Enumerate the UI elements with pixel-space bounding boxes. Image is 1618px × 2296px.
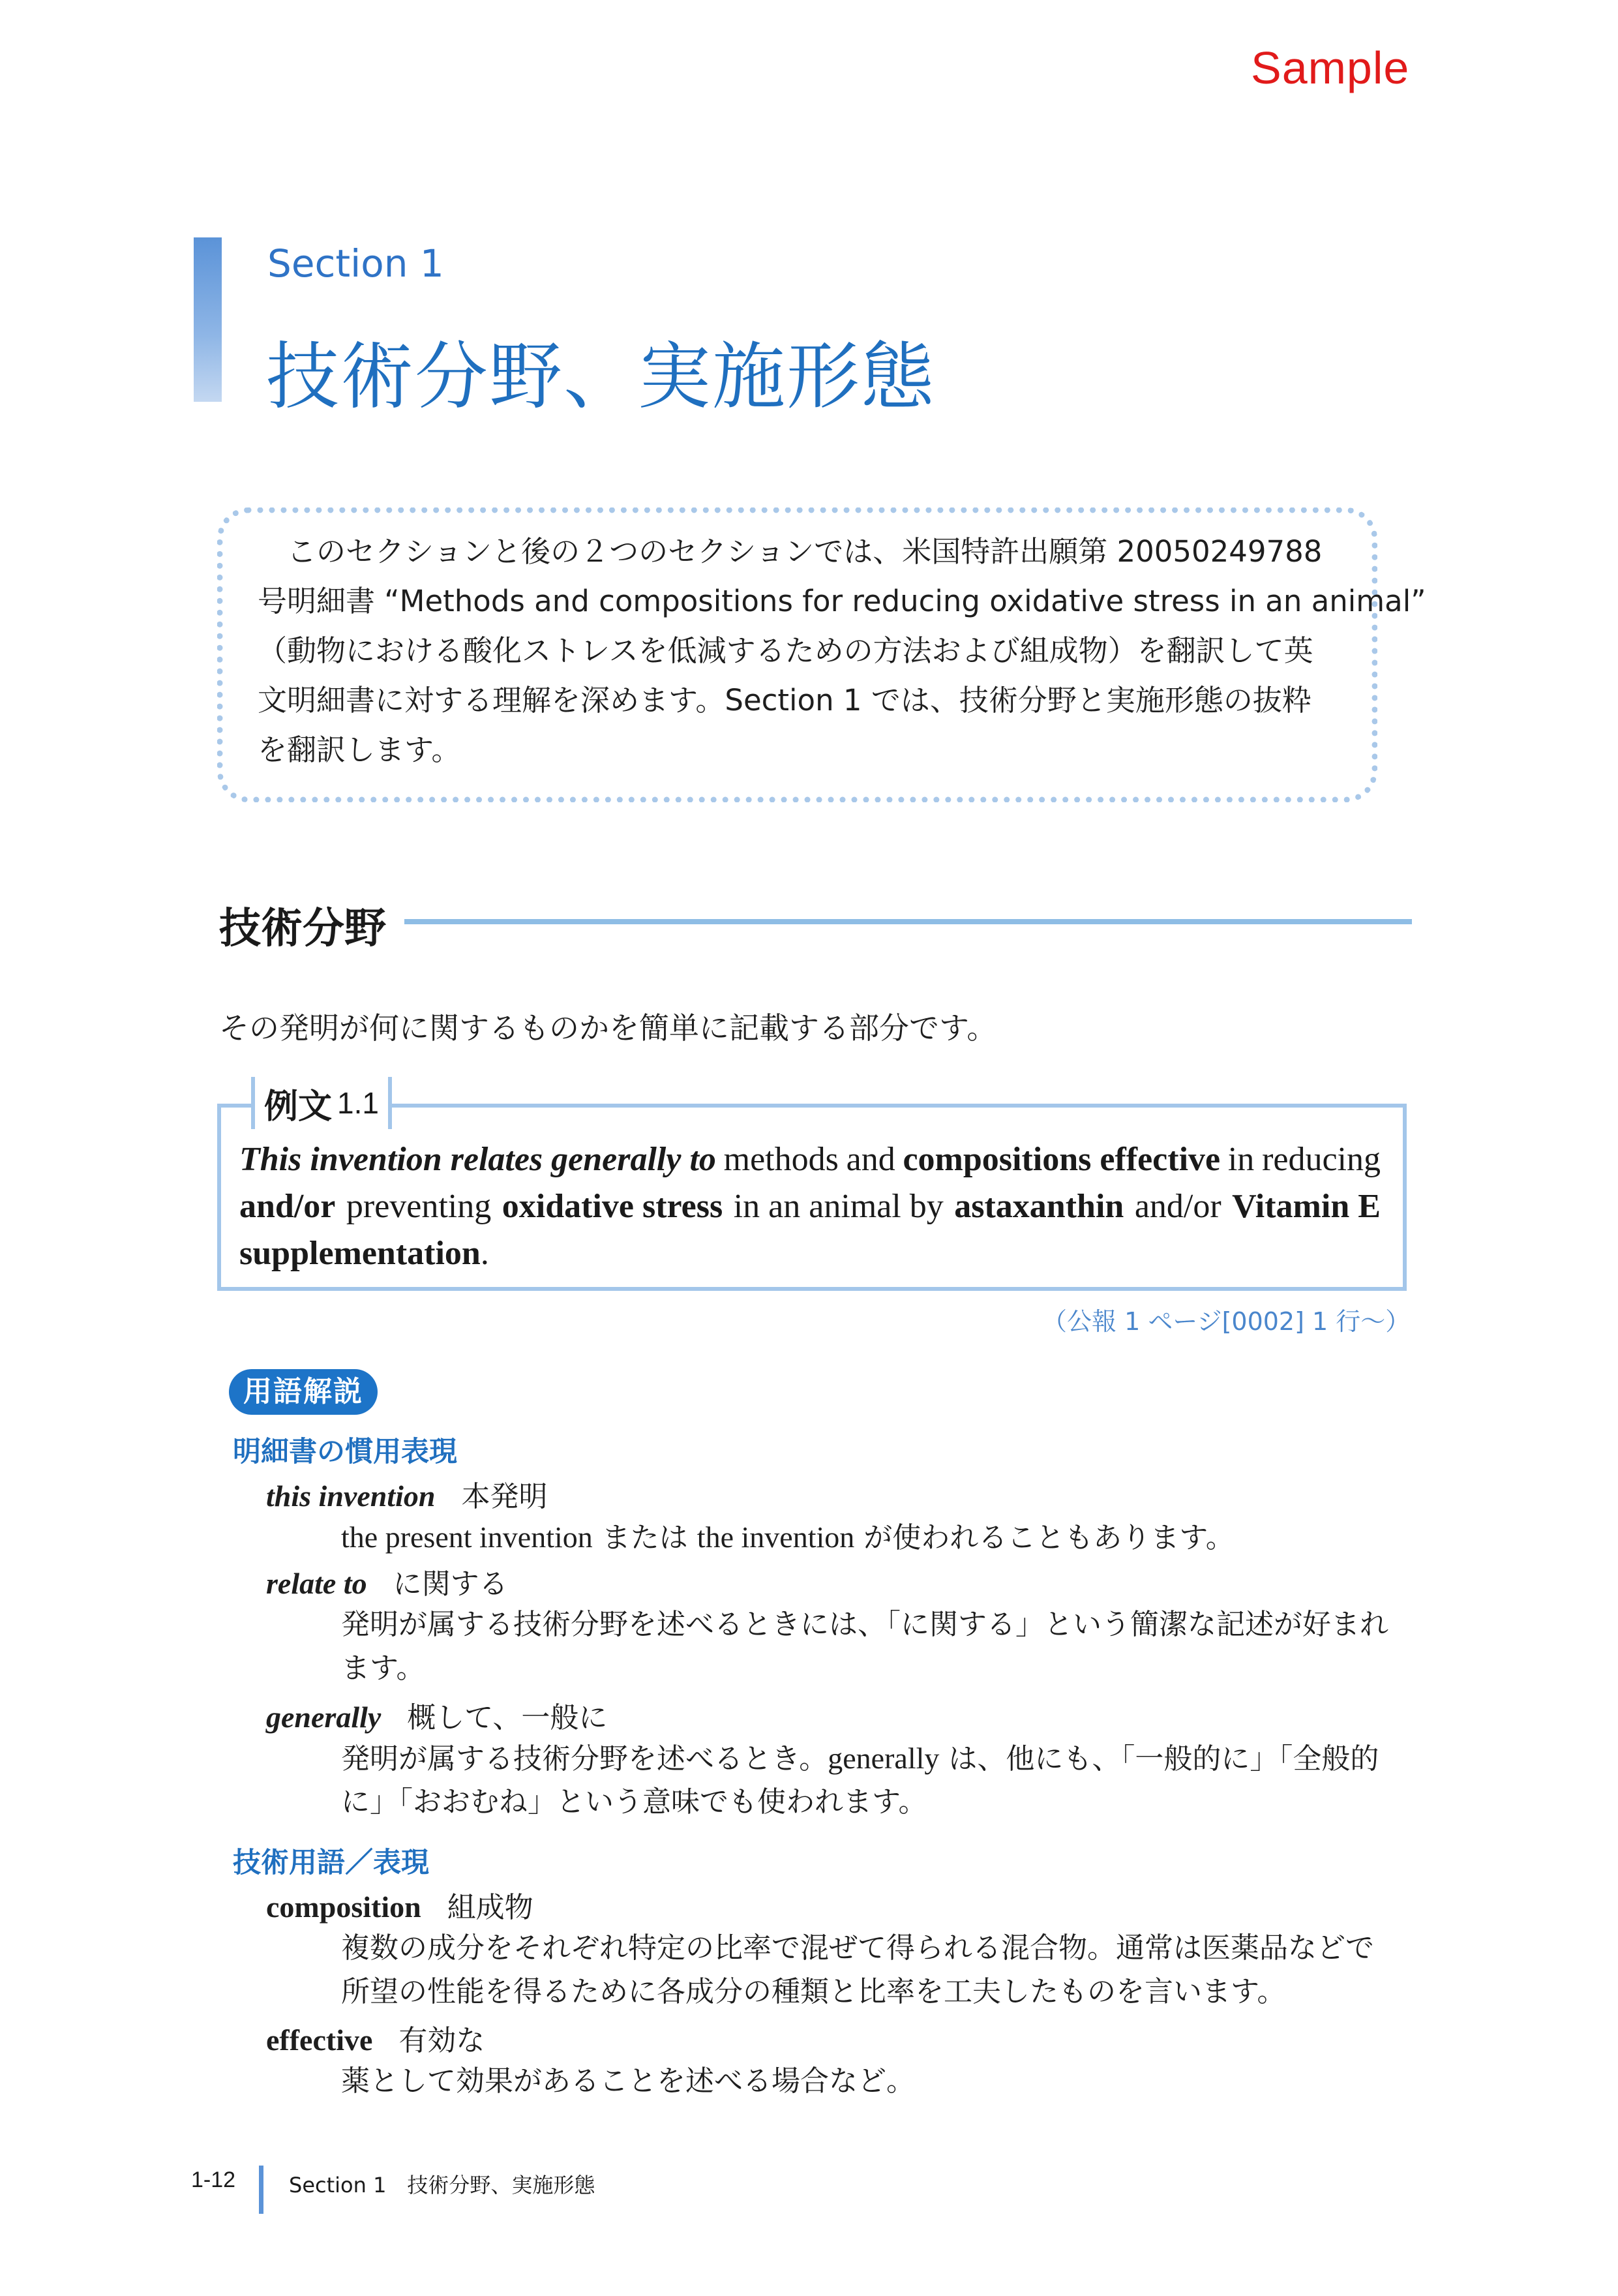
description-line: 発明が属する技術分野を述べるときには、「に関する」という簡潔な記述が好まれ [341, 1608, 1388, 1641]
example-phrase: and/or [239, 1188, 336, 1225]
desc-text: が使われることもあります。 [863, 1521, 1235, 1554]
example-word: and/or [1134, 1188, 1221, 1225]
term-english: composition [266, 1890, 421, 1924]
idioms-heading: 明細書の慣用表現 [233, 1436, 457, 1468]
description-line [341, 1515, 1430, 1559]
intro-line: を翻訳します。 [258, 733, 461, 767]
term-meaning: に関する [393, 1567, 508, 1601]
desc-text: 発明が属する技術分野を述べるとき。 [341, 1742, 828, 1775]
description-line: に」「おおむね」という意味でも使われます。 [341, 1785, 927, 1819]
desc-text: または [601, 1521, 688, 1554]
example-label [251, 1077, 392, 1129]
example-word: in [1227, 1141, 1255, 1178]
example-word: . [480, 1235, 489, 1272]
sample-watermark: Sample [1251, 42, 1410, 93]
description-line: 薬として効果があることを述べる場合など。 [341, 2064, 915, 2098]
intro-line: 号明細書 “Methods and compositions for reducing oxidative stress in an animal” [258, 584, 1426, 618]
term-english: this invention [266, 1479, 436, 1513]
example-word: in an animal by [733, 1188, 944, 1225]
intro-text [258, 527, 1426, 775]
footer-divider [259, 2166, 263, 2214]
term-description [341, 2059, 1430, 2103]
term-meaning: 概して、一般に [407, 1701, 608, 1734]
glossary-term [266, 2017, 485, 2059]
description-line: ます。 [341, 1652, 425, 1685]
section-accent-bar [194, 237, 222, 402]
term-description [341, 1736, 1430, 1824]
example-label-text: 例文 [264, 1087, 333, 1126]
example-word: reducing [1262, 1141, 1381, 1178]
term-description [341, 1926, 1430, 2014]
description-line: 所望の性能を得るために各成分の種類と比率を工夫したものを言います。 [341, 1975, 1286, 2008]
example-word: preventing [346, 1188, 492, 1225]
glossary-badge: 用語解説 [229, 1369, 378, 1415]
example-phrase: supplementation [239, 1235, 481, 1272]
technical-field-heading: 技術分野 [219, 905, 386, 953]
glossary-term [266, 1694, 607, 1736]
term-description [341, 1603, 1430, 1690]
term-meaning: 組成物 [447, 1891, 533, 1924]
example-sentence [239, 1136, 1381, 1277]
example-word: and [846, 1141, 895, 1178]
term-description [341, 1515, 1430, 1559]
term-english: generally [266, 1700, 382, 1734]
description-line: 複数の成分をそれぞれ特定の比率で混ぜて得られる混合物。通常は医薬品などで [341, 1931, 1374, 1965]
example-phrase: Vitamin E [1232, 1188, 1381, 1225]
term-english: relate to [266, 1567, 367, 1600]
example-line [239, 1136, 1381, 1183]
glossary-term [266, 1560, 508, 1602]
heading-rule [404, 919, 1412, 924]
glossary-term [266, 1473, 547, 1515]
source-reference: （公報 1 ページ[0002] 1 行～） [1042, 1307, 1411, 1336]
glossary-term [266, 1884, 533, 1926]
tech-terms-heading: 技術用語／表現 [233, 1847, 429, 1879]
example-phrase: astaxanthin [954, 1188, 1124, 1225]
example-phrase: This invention relates generally to [239, 1141, 716, 1178]
desc-english: generally [828, 1742, 940, 1775]
example-line [239, 1230, 1381, 1277]
page-title: 技術分野、実施形態 [266, 335, 935, 419]
desc-english: the present invention [341, 1520, 593, 1554]
page-number: 1-12 [191, 2168, 236, 2192]
desc-text: は、他にも、「一般的に」「全般的 [948, 1742, 1379, 1775]
example-word: methods [723, 1141, 839, 1178]
footer-section-title: Section 1 技術分野、実施形態 [289, 2173, 595, 2198]
example-label-number: 1.1 [337, 1086, 379, 1120]
example-phrase: compositions effective [903, 1141, 1221, 1178]
intro-line: 文明細書に対する理解を深めます。Section 1 では、技術分野と実施形態の抜粋 [258, 683, 1311, 718]
description-line [341, 1736, 1430, 1780]
term-meaning: 有効な [398, 2024, 485, 2057]
intro-line: このセクションと後の２つのセクションでは、米国特許出願第 20050249788 [258, 534, 1323, 569]
technical-field-description: その発明が何に関するものかを簡単に記載する部分です。 [219, 1010, 997, 1046]
term-meaning: 本発明 [461, 1480, 548, 1513]
intro-line: （動物における酸化ストレスを低減するための方法および組成物）を翻訳して英 [258, 633, 1313, 668]
desc-english: the invention [697, 1520, 855, 1554]
example-line [239, 1183, 1381, 1230]
section-label: Section 1 [267, 241, 444, 286]
example-phrase: oxidative stress [502, 1188, 723, 1225]
term-english: effective [266, 2023, 373, 2057]
